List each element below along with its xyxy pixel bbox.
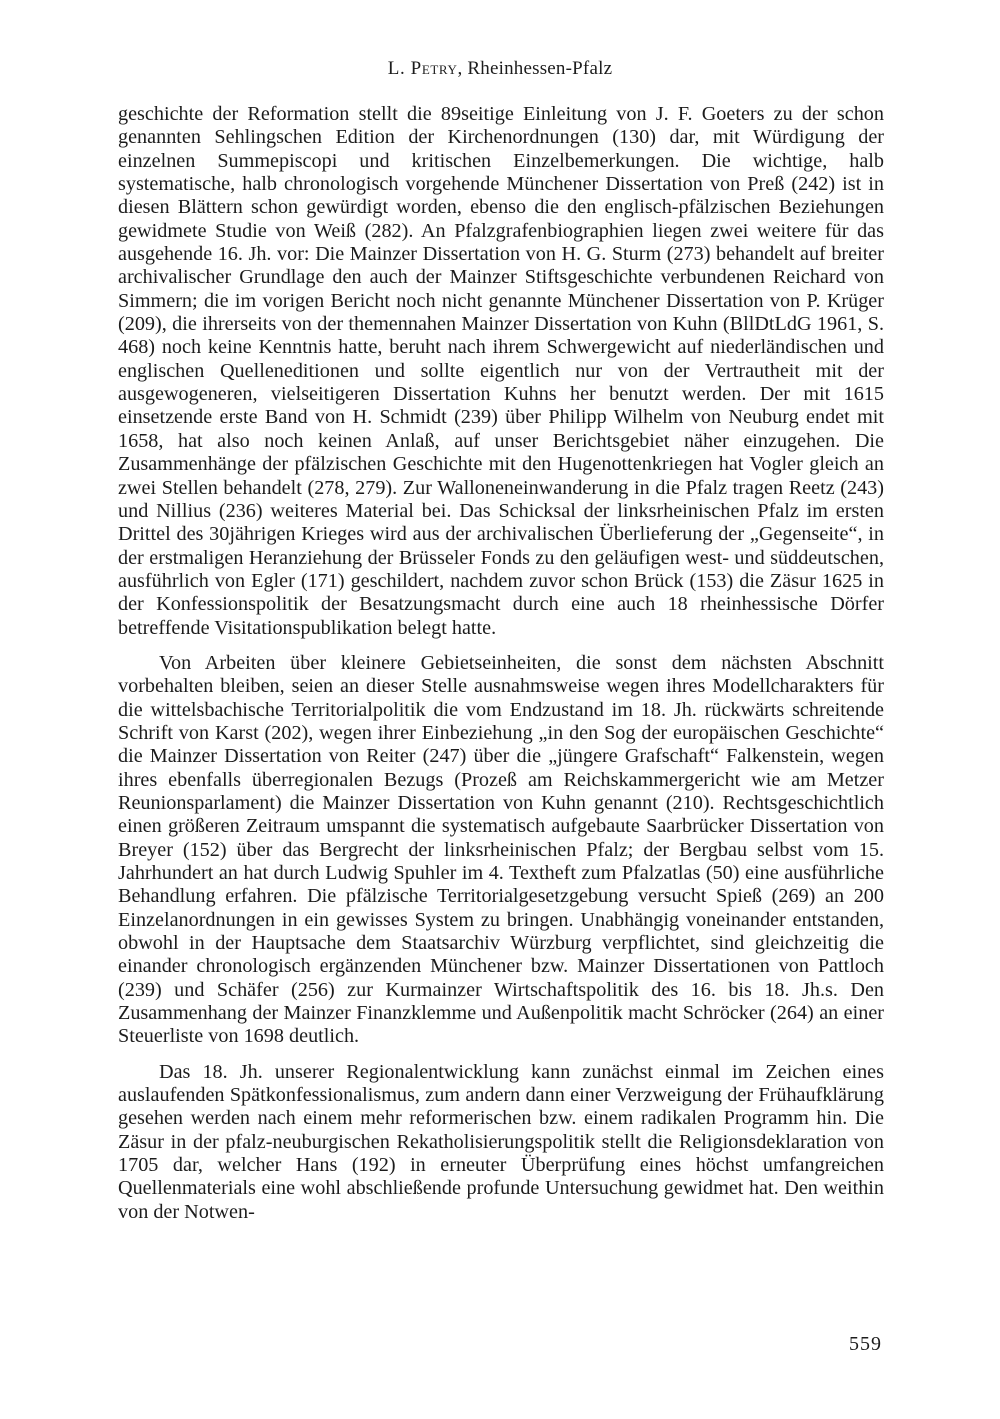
paragraph-1: geschichte der Reformation stellt die 89seitige Einleitung von J. F. Goeters zu der schon genannten Sehlingschen Edition der Kirchenordnungen (130) dar, mit Würdigung der einzelnen Summepiscopi und kritischen Einzelbemerkungen. Die wichtige, halb systematische, halb chronologisch vorgehende Münchener Dissertation von Preß (242) ist in diesen Blättern schon gewürdigt worden, ebenso die den englisch-pfälzischen Beziehungen gewidmete Studie von Weiß (282). An Pfalzgrafenbiographien liegen zwei weitere für das ausgehende 16. Jh. vor: Die Mainzer Dissertation von H. G. Sturm (273) behandelt auf breiter archivalischer Grundlage den auch der Mainzer Stiftsgeschichte verbundenen Reichard von Simmern; die im vorigen Bericht noch nicht genannte Münchener Dissertation von P. Krüger (209), die ihrerseits von der themennahen Mainzer Dissertation von Kuhn (BllDtLdG 1961, S. 468) noch keine Kenntnis hatte, beruht nach ihrem Schwergewicht auf niederländischen und englischen Quelleneditionen und sollte eigentlich nur von der Vertrautheit mit der ausgewogeneren, vielseitigeren Dissertation Kuhns her benutzt werden. Der mit 1615 einsetzende erste Band von H. Schmidt (239) über Philipp Wilhelm von Neuburg endet mit 1658, hat also noch keinen Anlaß, auf unser Berichtsgebiet näher einzugehen. Die Zusammenhänge der pfälzischen Geschichte mit den Hugenottenkriegen hat Vogler gleich an zwei Stellen behandelt (278, 279). Zur Walloneneinwanderung in die Pfalz tragen Reetz (243) und Nillius (236) weiteres Material bei. Das Schicksal der linksrheinischen Pfalz im ersten Drittel des 30jährigen Krieges wird aus der archivalischen Überlieferung der „Gegenseite“, in der erstmaligen Heranziehung der Brüsseler Fonds zu den geläufigen west- und süddeutschen, ausführlich von Egler (171) geschildert, nachdem zuvor schon Brück (153) die Zäsur 1625 in der Konfessionspolitik der Besatzungsmacht durch eine auch 18 rheinhessische Dörfer betreffende Visitationspublikation belegt hatte. [118,103,884,639]
paragraph-2: Von Arbeiten über kleinere Gebietseinheiten, die sonst dem nächsten Abschnitt vorbehalten bleiben, seien an dieser Stelle ausnahmsweise wegen ihres Modellcharakters für die wittelsbachische Territorialpolitik die vom Endzustand im 18. Jh. rückwärts schreitende Schrift von Karst (202), wegen ihrer Einbeziehung „in den Sog der europäischen Geschichte“ die Mainzer Dissertation von Reiter (247) über die „jüngere Grafschaft“ Falkenstein, wegen ihres ebenfalls überregionalen Bezugs (Prozeß am Reichskammergericht wie am Metzer Reunionsparlament) die Mainzer Dissertation von Kuhn genannt (210). Rechtsgeschichtlich einen größeren Zeitraum umspannt die systematisch aufgebaute Saarbrücker Dissertation von Breyer (152) über das Bergrecht der linksrheinischen Pfalz; der Bergbau selbst vom 15. Jahrhundert an hat durch Ludwig Spuhler im 4. Textheft zum Pfalzatlas (50) eine ausführliche Behandlung erfahren. Die pfälzische Territorialgesetzgebung versucht Spieß (269) an 200 Einzelanordnungen in ein gewisses System zu bringen. Unabhängig voneinander entstanden, obwohl in der Hauptsache dem Staatsarchiv Würzburg verpflichtet, sind gleichzeitig die einander chronologisch ergänzenden Münchener bzw. Mainzer Dissertationen von Pattloch (239) und Schäfer (256) zur Kurmainzer Wirtschaftspolitik des 16. bis 18. Jh.s. Den Zusammenhang der Mainzer Finanzklemme und Außenpolitik macht Schröcker (264) an einer Steuerliste von 1698 deutlich. [118,651,884,1048]
header-author: L. Petry [387,58,458,79]
running-header [0,58,1000,80]
page-number: 559 [849,1333,882,1355]
header-title: Rheinhessen-Pfalz [467,58,613,79]
body-text [118,103,884,1224]
paragraph-3: Das 18. Jh. unserer Regionalentwicklung kann zunächst einmal im Zeichen eines auslaufenden Spätkonfessionalismus, zum andern dann einer Verzweigung der Frühaufklärung gesehen werden nach einem mehr reformerischen bzw. einem radikalen Programm hin. Die Zäsur in der pfalz-neuburgischen Rekatholisierungspolitik stellt die Religionsdeklaration von 1705 dar, welcher Hans (192) in erneuter Überprüfung eines höchst umfangreichen Quellenmaterials eine wohl abschließende profunde Untersuchung gewidmet hat. Den weithin von der Notwen- [118,1060,884,1223]
header-separator: , [457,58,468,79]
